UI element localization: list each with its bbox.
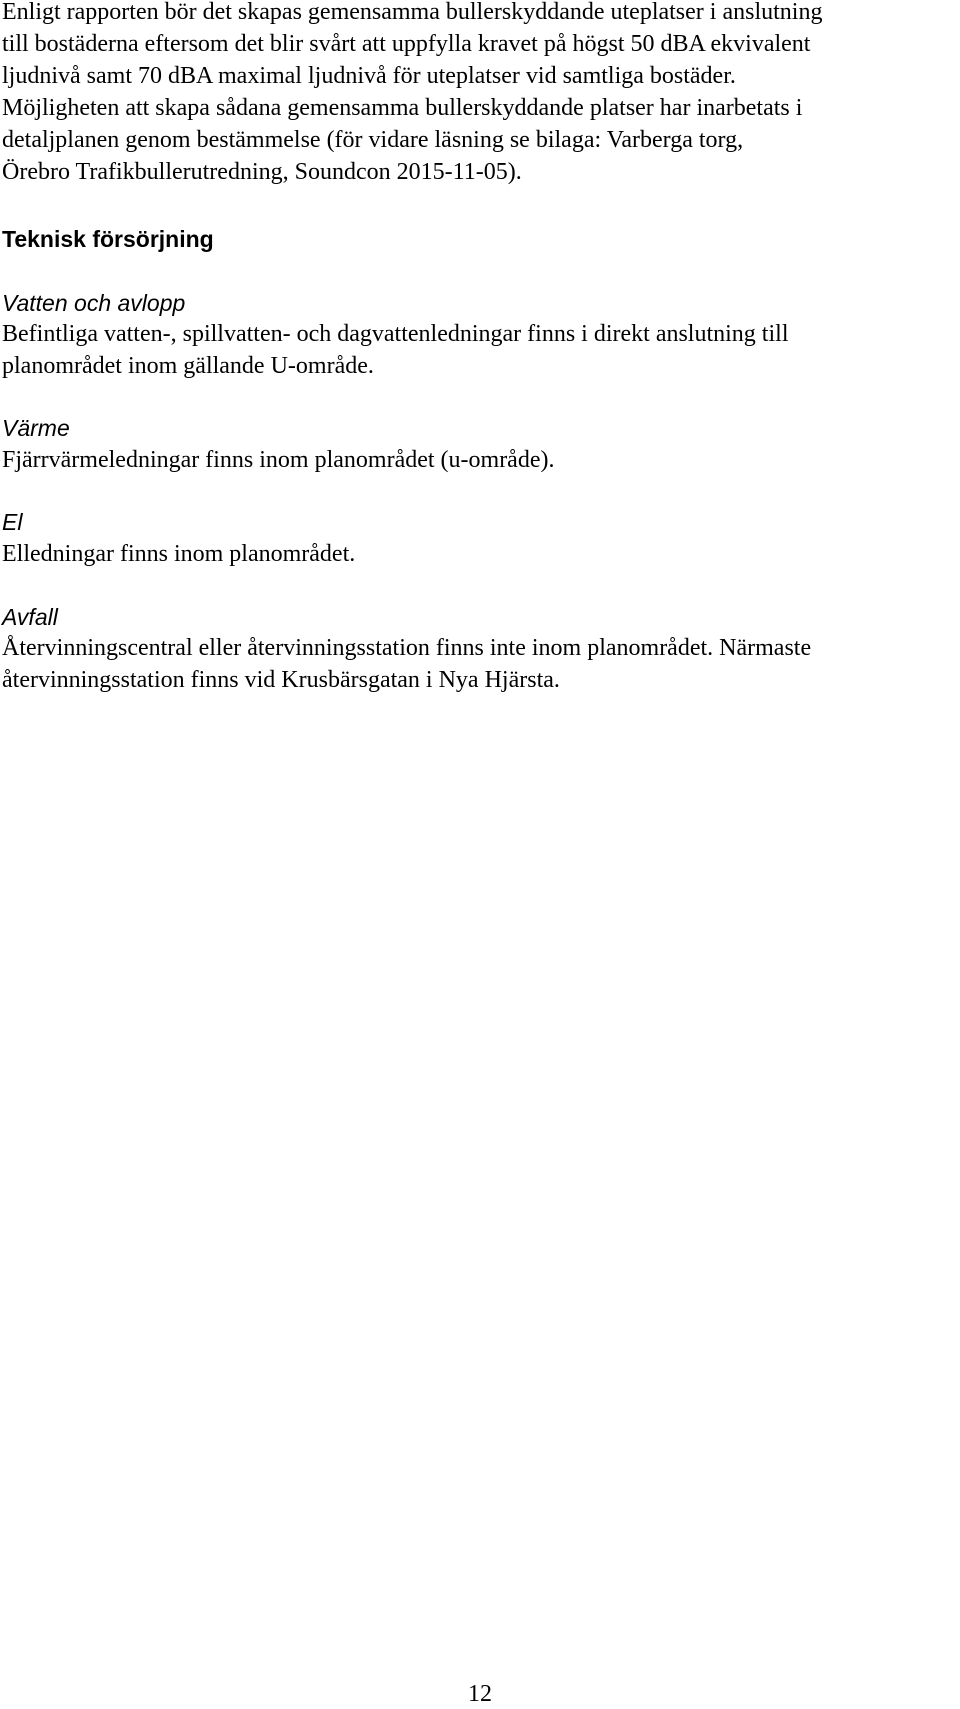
- avfall-line-1: Återvinningscentral eller återvinningsstation finns inte inom planområdet. Närmaste: [2, 635, 812, 661]
- varme-paragraph: [2, 444, 954, 476]
- section-heading-teknisk-forsorjning: Teknisk försörjning: [2, 226, 214, 252]
- vatten-paragraph: [2, 318, 954, 382]
- intro-line-6: Örebro Trafikbullerutredning, Soundcon 2015-11-05).: [2, 159, 522, 185]
- intro-line-1: Enligt rapporten bör det skapas gemensamma bullerskyddande uteplatser i anslutning: [2, 0, 823, 25]
- subheading-vatten-och-avlopp: Vatten och avlopp: [2, 290, 186, 316]
- intro-line-5: detaljplanen genom bestämmelse (för vidare läsning se bilaga: Varberga torg,: [2, 127, 744, 153]
- el-paragraph: [2, 538, 954, 570]
- avfall-paragraph: [2, 632, 954, 696]
- subheading-varme: Värme: [2, 415, 70, 441]
- intro-line-3: ljudnivå samt 70 dBA maximal ljudnivå för uteplatser vid samtliga bostäder.: [2, 63, 736, 89]
- avfall-line-2: återvinningsstation finns vid Krusbärsgatan i Nya Hjärsta.: [2, 667, 560, 693]
- vatten-line-2: planområdet inom gällande U-område.: [2, 353, 374, 379]
- varme-line-1: Fjärrvärmeledningar finns inom planområdet (u-område).: [2, 447, 555, 473]
- intro-line-2: till bostäderna eftersom det blir svårt att uppfylla kravet på högst 50 dBA ekvivalent: [2, 31, 811, 57]
- subheading-avfall: Avfall: [2, 604, 58, 630]
- page-number: 12: [468, 1681, 492, 1707]
- intro-paragraph: [2, 0, 954, 188]
- subheading-el: El: [2, 509, 23, 535]
- intro-line-4: Möjligheten att skapa sådana gemensamma bullerskyddande platser har inarbetats i: [2, 95, 803, 121]
- el-line-1: Elledningar finns inom planområdet.: [2, 541, 356, 567]
- vatten-line-1: Befintliga vatten-, spillvatten- och dagvattenledningar finns i direkt anslutning till: [2, 321, 789, 347]
